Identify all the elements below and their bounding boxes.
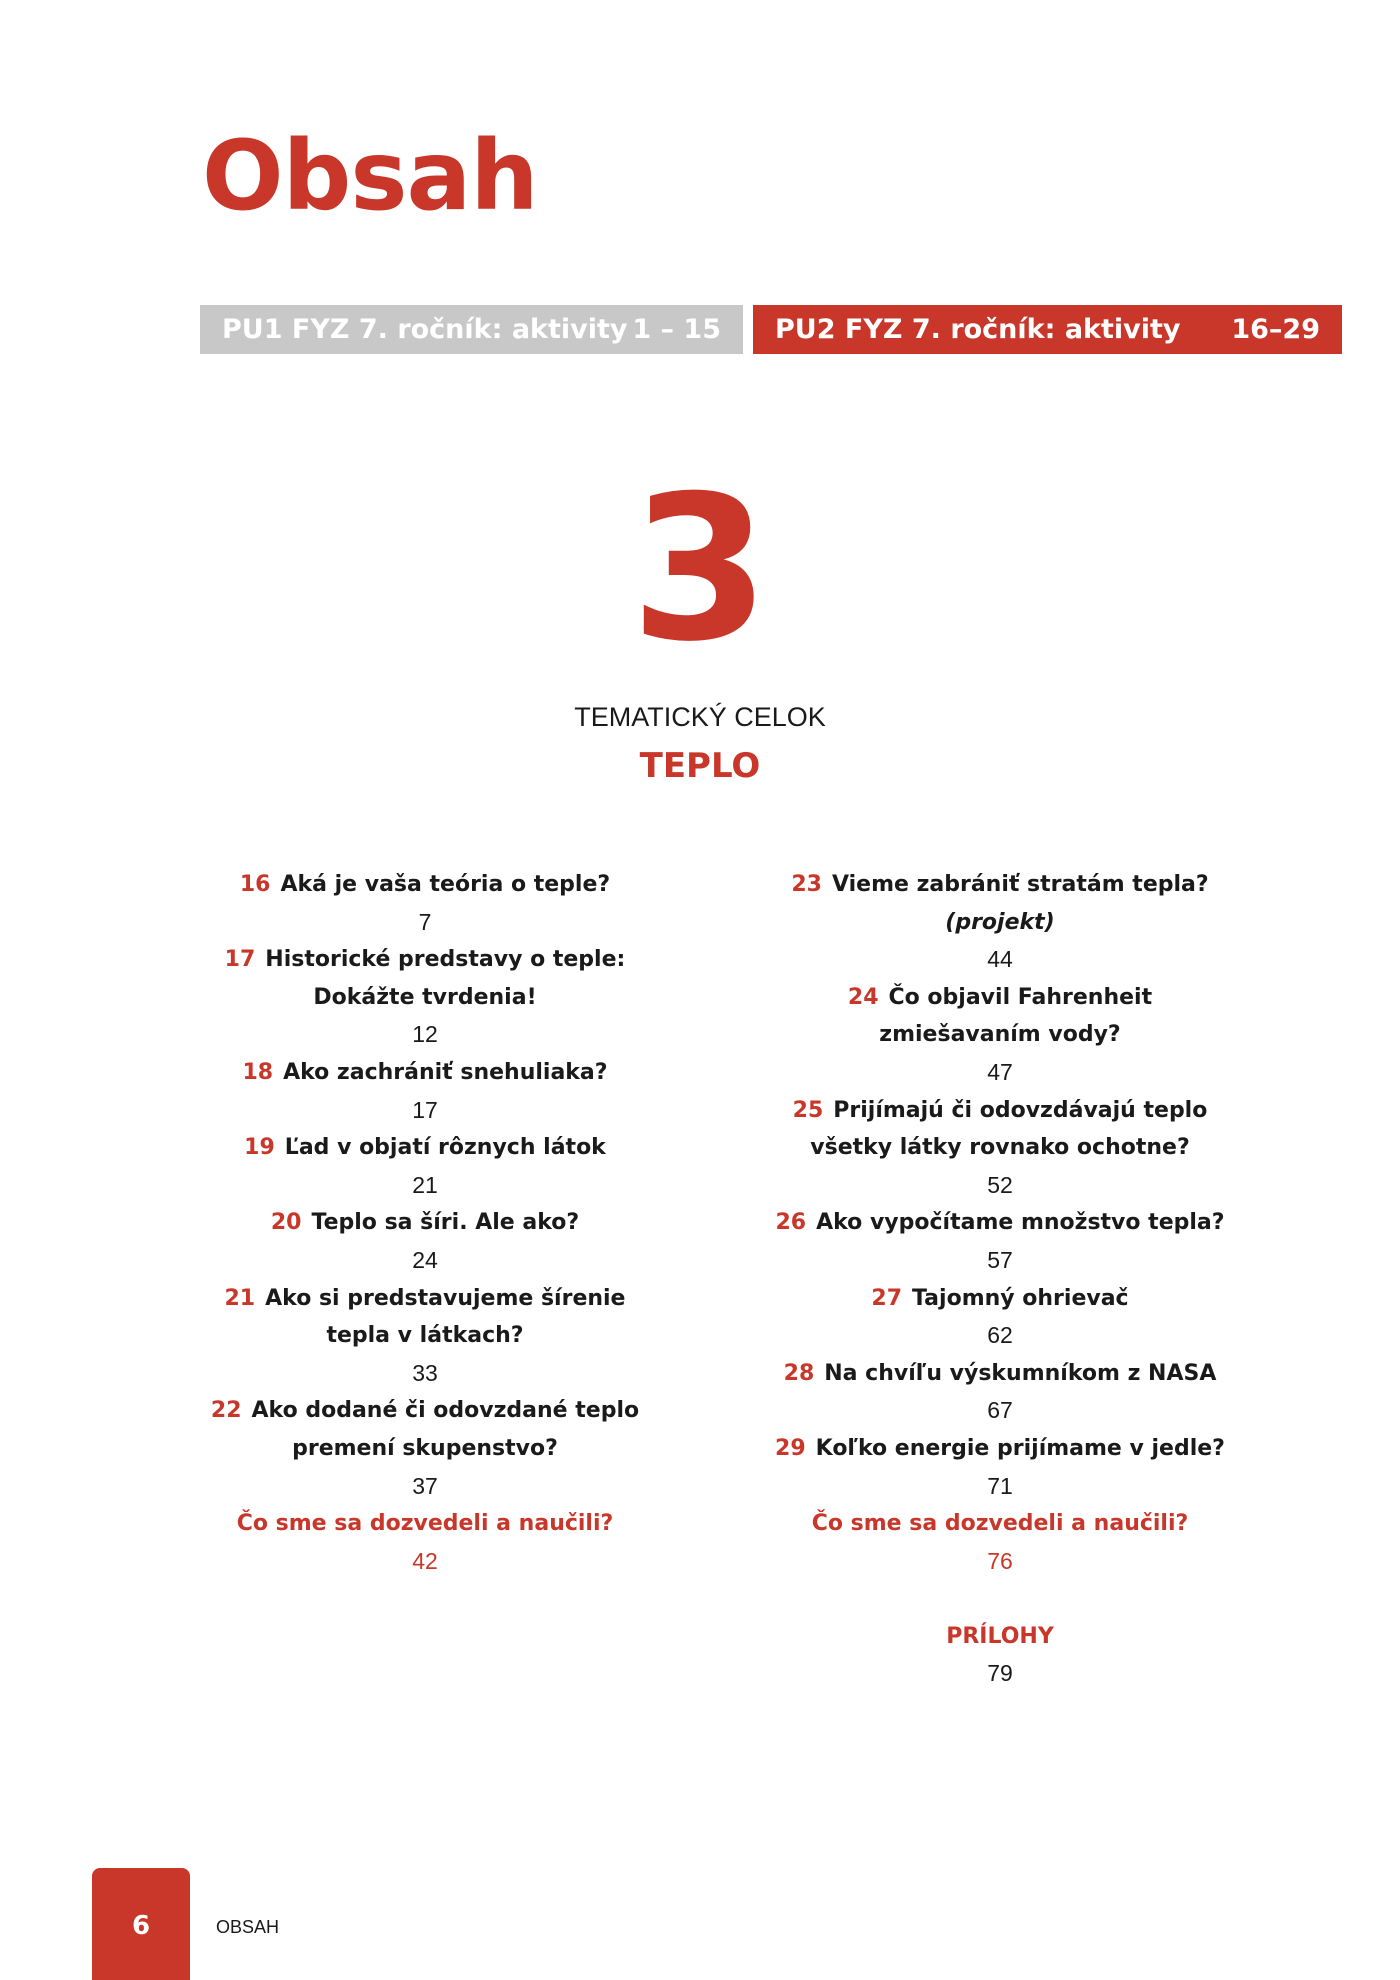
toc-entry[interactable] [770, 866, 1230, 979]
toc-entry-title [770, 1092, 1230, 1130]
toc-right-column [770, 866, 1230, 1693]
toc-entry-subtitle: (projekt) [945, 909, 1055, 935]
toc-entry-title-text: Aká je vaša teória o teple? [280, 872, 611, 897]
toc-entry-page: 52 [987, 1171, 1013, 1198]
toc-entry[interactable] [205, 866, 645, 941]
toc-entry-number: 28 [783, 1360, 815, 1386]
toc-entry-title [770, 1204, 1230, 1242]
toc-entry-number: 24 [847, 984, 879, 1010]
toc-entry-title [770, 979, 1230, 1017]
page-title: Obsah [202, 120, 538, 232]
toc-entry[interactable] [205, 1204, 645, 1279]
toc-entry-page: 37 [412, 1472, 438, 1499]
toc-entry-title-text: všetky látky rovnako ochotne? [810, 1135, 1190, 1161]
toc-summary-page: 42 [412, 1547, 438, 1574]
tab-pu1[interactable] [200, 305, 743, 354]
toc-entry-page: 57 [987, 1246, 1013, 1273]
toc-entry-title-text: premení skupenstvo? [292, 1435, 558, 1461]
toc-entry-title-text: Ako vypočítame množstvo tepla? [816, 1210, 1225, 1236]
toc-entry-number: 26 [775, 1210, 807, 1236]
toc-appendix-page: 79 [987, 1660, 1013, 1687]
toc-left-column [205, 866, 645, 1580]
toc-entry-page: 67 [987, 1397, 1013, 1424]
toc-entry-page: 21 [412, 1171, 438, 1198]
toc-summary-entry[interactable] [770, 1505, 1230, 1580]
footer-section-label: OBSAH [216, 1917, 280, 1937]
toc-entry[interactable] [770, 1430, 1230, 1505]
toc-entry-page: 33 [412, 1359, 438, 1386]
toc-summary-page: 76 [987, 1547, 1013, 1574]
toc-entry-number: 18 [242, 1059, 274, 1085]
toc-entry[interactable] [205, 1280, 645, 1393]
toc-entry-page: 62 [987, 1322, 1013, 1349]
toc-entry-number: 22 [210, 1398, 242, 1424]
toc-entry-title [205, 1054, 645, 1092]
toc-appendix-title: PRÍLOHY [946, 1623, 1054, 1649]
toc-entry-number: 16 [239, 872, 271, 897]
tab-pu2-range: 16–29 [1231, 314, 1320, 345]
tab-pu1-label: PU1 FYZ 7. ročník: aktivity [222, 314, 628, 345]
toc-entry-page: 12 [412, 1021, 438, 1048]
tab-pu1-range: 1 – 15 [632, 314, 721, 345]
toc-entry-title [205, 866, 645, 904]
toc-summary-title: Čo sme sa dozvedeli a naučili? [236, 1511, 614, 1537]
toc-entry-title [770, 1280, 1230, 1318]
toc-entry-title [205, 1204, 645, 1242]
toc-entry-title-text: Ako dodané či odovzdané teplo [251, 1398, 640, 1424]
toc-entry-page: 71 [987, 1472, 1013, 1499]
toc-entry[interactable] [205, 1129, 645, 1204]
unit-label: TEMATICKÝ CELOK [574, 702, 826, 732]
toc-entry-title-text: Ako si predstavujeme šírenie [265, 1285, 626, 1311]
toc-entry-title-text: Ako zachrániť snehuliaka? [283, 1059, 608, 1085]
toc-entry-page: 7 [418, 908, 432, 935]
toc-entry-title [205, 1392, 645, 1430]
toc-entry-number: 23 [791, 872, 822, 897]
toc-entry-title [770, 1430, 1230, 1468]
toc-entry-number: 20 [270, 1210, 302, 1236]
toc-entry-number: 17 [224, 947, 256, 973]
toc-entry[interactable] [770, 979, 1230, 1092]
toc-entry-title-text: Vieme zabrániť stratám tepla? [831, 872, 1209, 897]
volume-tabs [200, 305, 1342, 354]
toc-entry-title [205, 979, 645, 1017]
toc-entry-title-text: Čo objavil Fahrenheit [888, 984, 1153, 1010]
toc-entry[interactable] [770, 1204, 1230, 1279]
toc-entry-title-text: Teplo sa šíri. Ale ako? [311, 1210, 580, 1236]
toc-entry-title-text: Historické predstavy o teple: [265, 947, 626, 973]
toc-entry-title [205, 941, 645, 979]
toc-entry-number: 25 [792, 1097, 824, 1123]
toc-entry-title-text: zmiešavaním vody? [879, 1022, 1121, 1048]
toc-entry-title-text: Koľko energie prijímame v jedle? [815, 1435, 1225, 1461]
footer-page-number: 6 [92, 1868, 190, 1980]
toc-entry-title [205, 1129, 645, 1167]
toc-summary-entry[interactable] [205, 1505, 645, 1580]
toc-entry[interactable] [205, 1392, 645, 1505]
toc-entry-title-text: Tajomný ohrievač [912, 1285, 1129, 1311]
toc-entry-number: 29 [775, 1435, 806, 1461]
toc-entry-title-text: Na chvíľu výskumníkom z NASA [824, 1360, 1217, 1386]
toc-entry-page: 17 [412, 1096, 438, 1123]
toc-entry-number: 27 [871, 1285, 903, 1311]
toc-entry[interactable] [770, 1092, 1230, 1205]
unit-title: TEPLO [639, 746, 761, 786]
toc-entry[interactable] [770, 1355, 1230, 1430]
toc-entry-title-text: tepla v látkach? [326, 1323, 524, 1349]
toc-entry-page: 24 [412, 1246, 438, 1273]
toc-entry[interactable] [205, 1054, 645, 1129]
tab-pu2[interactable] [753, 305, 1342, 354]
toc-entry-number: 19 [244, 1135, 275, 1161]
toc-entry-title [770, 1016, 1230, 1054]
toc-entry-title [205, 1430, 645, 1468]
toc-entry-page: 44 [987, 946, 1013, 973]
toc-entry-title [770, 866, 1230, 904]
toc-entry-title-text: Dokážte tvrdenia! [313, 984, 537, 1010]
toc-entry[interactable] [205, 941, 645, 1054]
toc-entry-number: 21 [224, 1285, 256, 1311]
unit-number: 3 [630, 453, 770, 686]
tab-pu2-label: PU2 FYZ 7. ročník: aktivity [775, 314, 1181, 345]
toc-entry-title [770, 1129, 1230, 1167]
toc-entry-title [770, 1355, 1230, 1393]
toc-entry-title-text: Prijímajú či odovzdávajú teplo [833, 1097, 1208, 1123]
toc-summary-title: Čo sme sa dozvedeli a naučili? [811, 1511, 1189, 1537]
toc-entry-title [205, 1280, 645, 1318]
toc-entry[interactable] [770, 1280, 1230, 1355]
toc-appendix-entry[interactable] [770, 1618, 1230, 1693]
toc-entry-title-text: Ľad v objatí rôznych látok [284, 1135, 606, 1161]
toc-entry-title [205, 1317, 645, 1355]
toc-entry-page: 47 [987, 1058, 1013, 1085]
